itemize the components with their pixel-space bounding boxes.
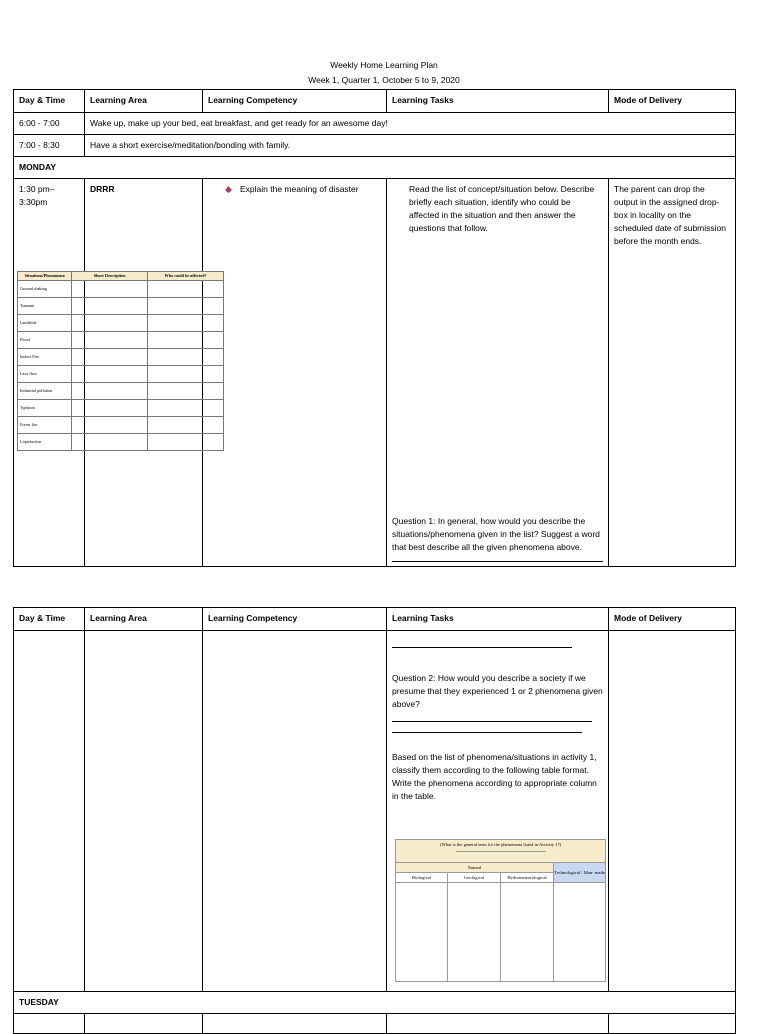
col-header: Learning Tasks	[387, 90, 609, 113]
monday-tasks-cell	[387, 179, 609, 567]
blank-cell	[148, 366, 224, 383]
col-header: Mode of Delivery	[609, 608, 736, 631]
blank-cell	[72, 400, 148, 417]
blank-cell	[72, 417, 148, 434]
phenomenon-label: Forest fire	[18, 417, 72, 434]
sub-header-biological: Biological	[396, 873, 448, 883]
day-label-monday: MONDAY	[14, 157, 736, 179]
question-1: Question 1: In general, how would you describe the situations/phenomena given in the list? Suggest a word that best describe all the given phenomena above.	[392, 516, 600, 552]
blank-cell	[554, 883, 606, 982]
activity-row	[18, 366, 224, 383]
classify-heading	[396, 840, 606, 863]
blank-cell	[148, 315, 224, 332]
blank-cell	[72, 434, 148, 451]
table-header-row	[14, 608, 736, 631]
monday-competency: Explain the meaning of disaster	[240, 184, 359, 194]
blank-cell	[72, 332, 148, 349]
day-row	[14, 157, 736, 179]
blank-cell	[448, 883, 501, 982]
document-subtitle: Week 1, Quarter 1, October 5 to 9, 2020	[308, 75, 460, 85]
col-header: Learning Competency	[203, 90, 387, 113]
routine-row	[14, 113, 736, 135]
activity-table	[17, 271, 224, 451]
activity-row	[18, 349, 224, 366]
continuation-row	[14, 631, 736, 992]
blank-cell	[72, 315, 148, 332]
blank-cell	[72, 298, 148, 315]
phenomenon-label: Flood	[18, 332, 72, 349]
activity-col-header: Short Description	[72, 272, 148, 281]
blank-cell	[148, 332, 224, 349]
routine-time: 6:00 - 7:00	[14, 113, 85, 135]
bullet-icon	[225, 186, 232, 193]
col-header: Learning Area	[85, 608, 203, 631]
monday-competency-cell	[203, 179, 387, 567]
day-label-tuesday: TUESDAY	[14, 992, 736, 1014]
activity-row	[18, 315, 224, 332]
col-header: Mode of Delivery	[609, 90, 736, 113]
blank-cell	[85, 631, 203, 992]
answer-line	[392, 561, 603, 562]
blank-cell	[14, 631, 85, 992]
technological-header: Technological / Man- made	[554, 863, 606, 883]
col-header: Learning Tasks	[387, 608, 609, 631]
activity-row	[18, 400, 224, 417]
heading-blank-line	[456, 851, 546, 852]
answer-line	[392, 732, 582, 733]
monday-task: Read the list of concept/situation below. Describe briefly each situation, identify who could be affected in the situation and then answer the questions that follow.	[409, 184, 595, 233]
col-header: Day & Time	[14, 90, 85, 113]
phenomenon-label: Landslide	[18, 315, 72, 332]
activity-row	[18, 281, 224, 298]
blank-cell	[148, 434, 224, 451]
monday-time: 1:30 pm–3:30pm	[14, 179, 85, 567]
monday-delivery: The parent can drop the output in the assigned drop-box in locality on the scheduled date of submission before the month ends.	[609, 179, 736, 567]
phenomenon-label: Lava flow	[18, 366, 72, 383]
plan-table-page2	[13, 607, 736, 1034]
question-2: Question 2: How would you describe a society if we presume that they experienced 1 or 2 phenomena given above?	[392, 673, 603, 709]
phenomenon-label: Tsunami	[18, 298, 72, 315]
activity-row	[18, 417, 224, 434]
activity-col-header: Who could be affected?	[148, 272, 224, 281]
classify-instruction: Based on the list of phenomena/situations in activity 1, classify them according to the following table format. Write the phenomena according to appropriate column in the table.	[392, 752, 597, 801]
blank-cell	[148, 400, 224, 417]
blank-cell	[148, 349, 224, 366]
blank-cell	[501, 883, 554, 982]
blank-cell	[148, 417, 224, 434]
day-row	[14, 992, 736, 1014]
sub-header-geological: Geological	[448, 873, 501, 883]
activity-row	[18, 332, 224, 349]
activity-header-row	[18, 272, 224, 281]
routine-activity: Wake up, make up your bed, eat breakfast, and get ready for an awesome day!	[85, 113, 736, 135]
classify-heading-text: (What is the general term for the phenomena listed in Activity 1?)	[439, 842, 562, 847]
blank-cell	[148, 383, 224, 400]
routine-time: 7:00 - 8:30	[14, 135, 85, 157]
phenomenon-label: Ground shaking	[18, 281, 72, 298]
blank-cell	[396, 883, 448, 982]
answer-line	[392, 647, 572, 648]
answer-line	[392, 721, 592, 722]
table-header-row	[14, 90, 736, 113]
classify-category-row	[396, 863, 606, 873]
classify-answer-row	[396, 883, 606, 982]
routine-activity: Have a short exercise/meditation/bonding with family.	[85, 135, 736, 157]
phenomenon-label: Liquefaction	[18, 434, 72, 451]
blank-cell	[72, 349, 148, 366]
routine-row	[14, 135, 736, 157]
blank-cell	[148, 281, 224, 298]
activity-col-header: Situations/Phenomena	[18, 272, 72, 281]
blank-cell	[203, 631, 387, 992]
natural-header: Natural	[396, 863, 554, 873]
col-header: Learning Area	[85, 90, 203, 113]
sub-header-hydrometeorological: Hydrometeorological	[501, 873, 554, 883]
phenomenon-label: Industrial pollution	[18, 383, 72, 400]
document-title: Weekly Home Learning Plan	[330, 60, 438, 70]
activity-row	[18, 434, 224, 451]
activity-row	[18, 383, 224, 400]
blank-cell	[148, 298, 224, 315]
classify-heading-row	[396, 840, 606, 863]
monday-area: DRRR	[85, 179, 203, 567]
blank-cell	[609, 631, 736, 992]
blank-cell	[72, 366, 148, 383]
classify-table	[395, 839, 606, 982]
blank-cell	[72, 281, 148, 298]
col-header: Learning Competency	[203, 608, 387, 631]
phenomenon-label: Indoor Fire	[18, 349, 72, 366]
col-header: Day & Time	[14, 608, 85, 631]
phenomenon-label: Typhoon	[18, 400, 72, 417]
activity-row	[18, 298, 224, 315]
blank-cell	[72, 383, 148, 400]
